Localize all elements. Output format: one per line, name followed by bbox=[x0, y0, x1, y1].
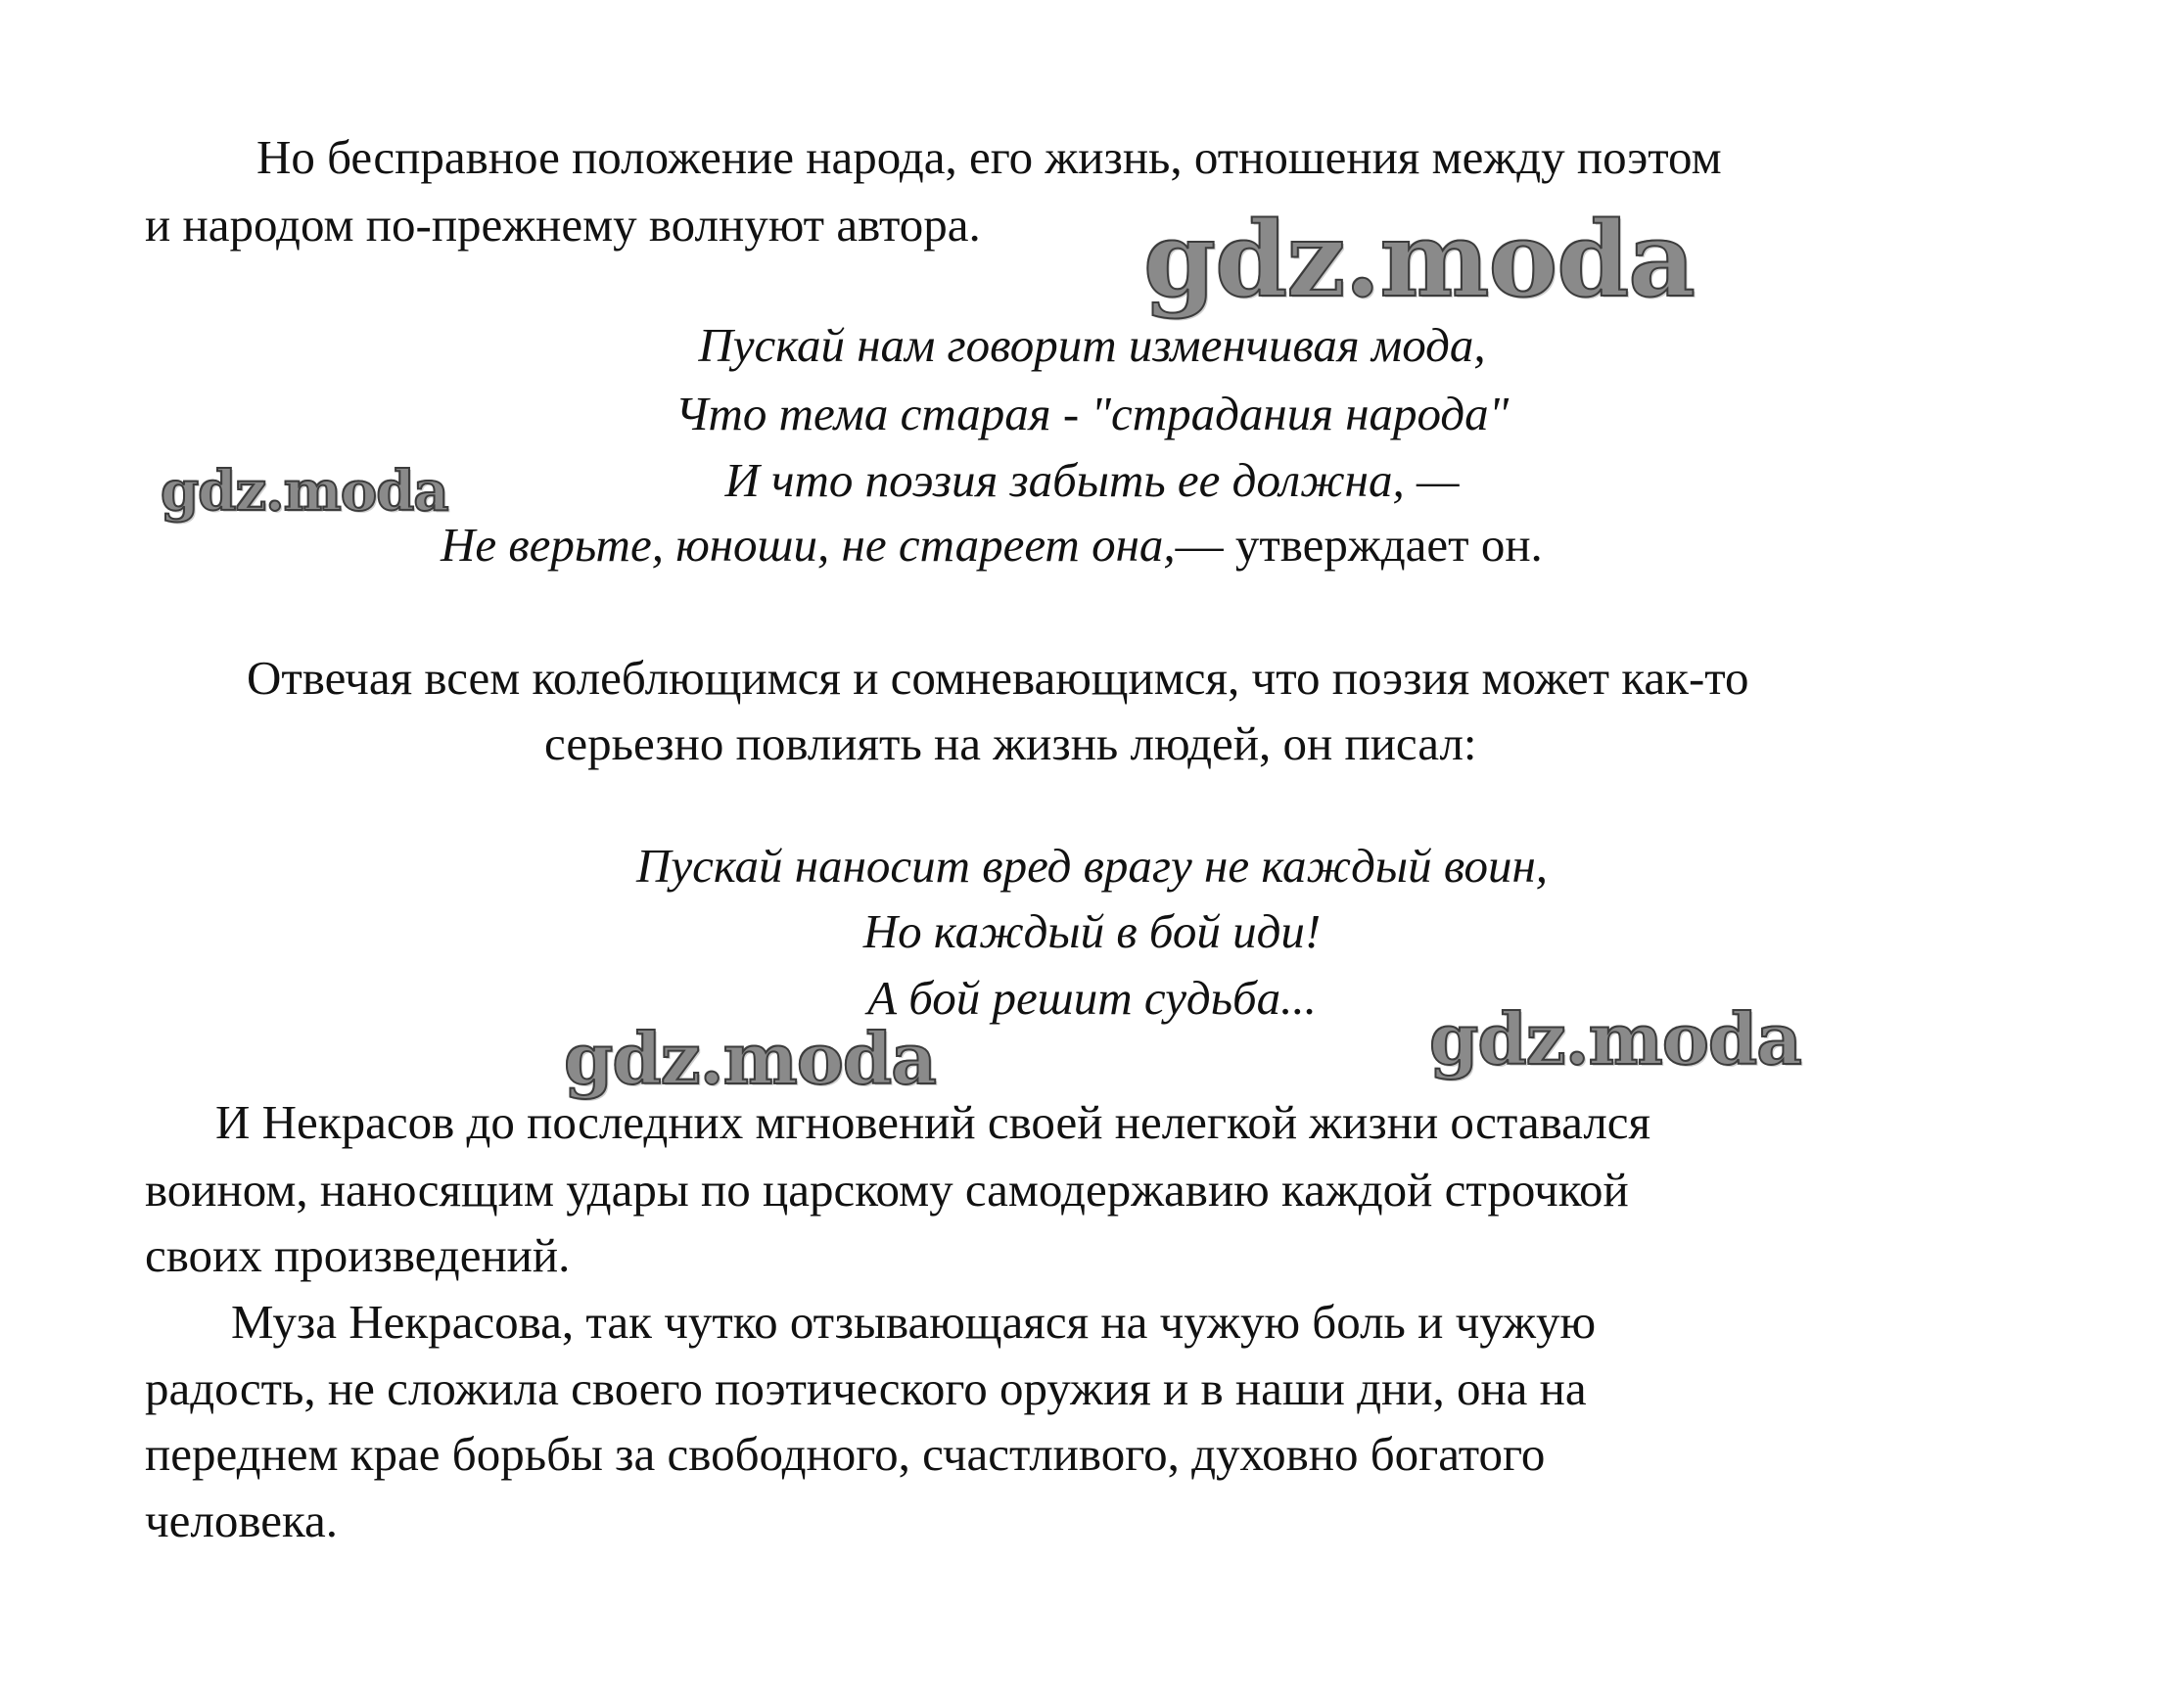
watermark-logo-center: gdz.moda bbox=[564, 1017, 936, 1100]
paragraph-3-line-3: своих произведений. bbox=[145, 1228, 571, 1282]
watermark-logo-small: gdz.moda bbox=[161, 459, 448, 524]
verse-1-attribution: — утверждает он. bbox=[1175, 518, 1543, 572]
paragraph-2-line-1: Отвечая всем колеблющимся и сомневающимся, что поэзия может как-то bbox=[247, 651, 1749, 705]
paragraph-4-line-4: человека. bbox=[145, 1494, 339, 1547]
watermark-logo-large: gdz.moda bbox=[1143, 198, 1695, 320]
verse-1-line-2: Что тема старая - "страдания народа" bbox=[674, 387, 1510, 440]
watermark-logo-right: gdz.moda bbox=[1429, 997, 1801, 1080]
paragraph-3-line-1: И Некрасов до последних мгновений своей нелегкой жизни оставался bbox=[215, 1095, 1651, 1149]
verse-1-line-4 bbox=[441, 518, 1543, 572]
paragraph-4-line-2: радость, не сложила своего поэтического оружия и в наши дни, она на bbox=[145, 1361, 1587, 1415]
verse-2-line-3: А бой решит судьба... bbox=[867, 971, 1317, 1025]
verse-2-line-2: Но каждый в бой иди! bbox=[862, 904, 1322, 958]
paragraph-1-line-2: и народом по-прежнему волнуют автора. bbox=[145, 198, 981, 252]
verse-1-line-1: Пускай нам говорит изменчивая мода, bbox=[698, 318, 1486, 372]
paragraph-2-line-2: серьезно повлиять на жизнь людей, он писал: bbox=[544, 716, 1477, 770]
verse-1-line-4-text: Не верьте, юноши, не стареет она, bbox=[441, 518, 1176, 572]
paragraph-4-line-3: переднем крае борьбы за свободного, счастливого, духовно богатого bbox=[145, 1427, 1546, 1481]
paragraph-1-line-1: Но бесправное положение народа, его жизнь, отношения между поэтом bbox=[256, 130, 1722, 184]
verse-1-line-3: И что поэзия забыть ее должна, — bbox=[724, 453, 1460, 507]
paragraph-3-line-2: воином, наносящим удары по царскому самодержавию каждой строчкой bbox=[145, 1163, 1629, 1217]
verse-2-line-1: Пускай наносит вред врагу не каждый воин, bbox=[635, 839, 1549, 893]
paragraph-4-line-1: Муза Некрасова, так чутко отзывающаяся на чужую боль и чужую bbox=[231, 1295, 1597, 1349]
